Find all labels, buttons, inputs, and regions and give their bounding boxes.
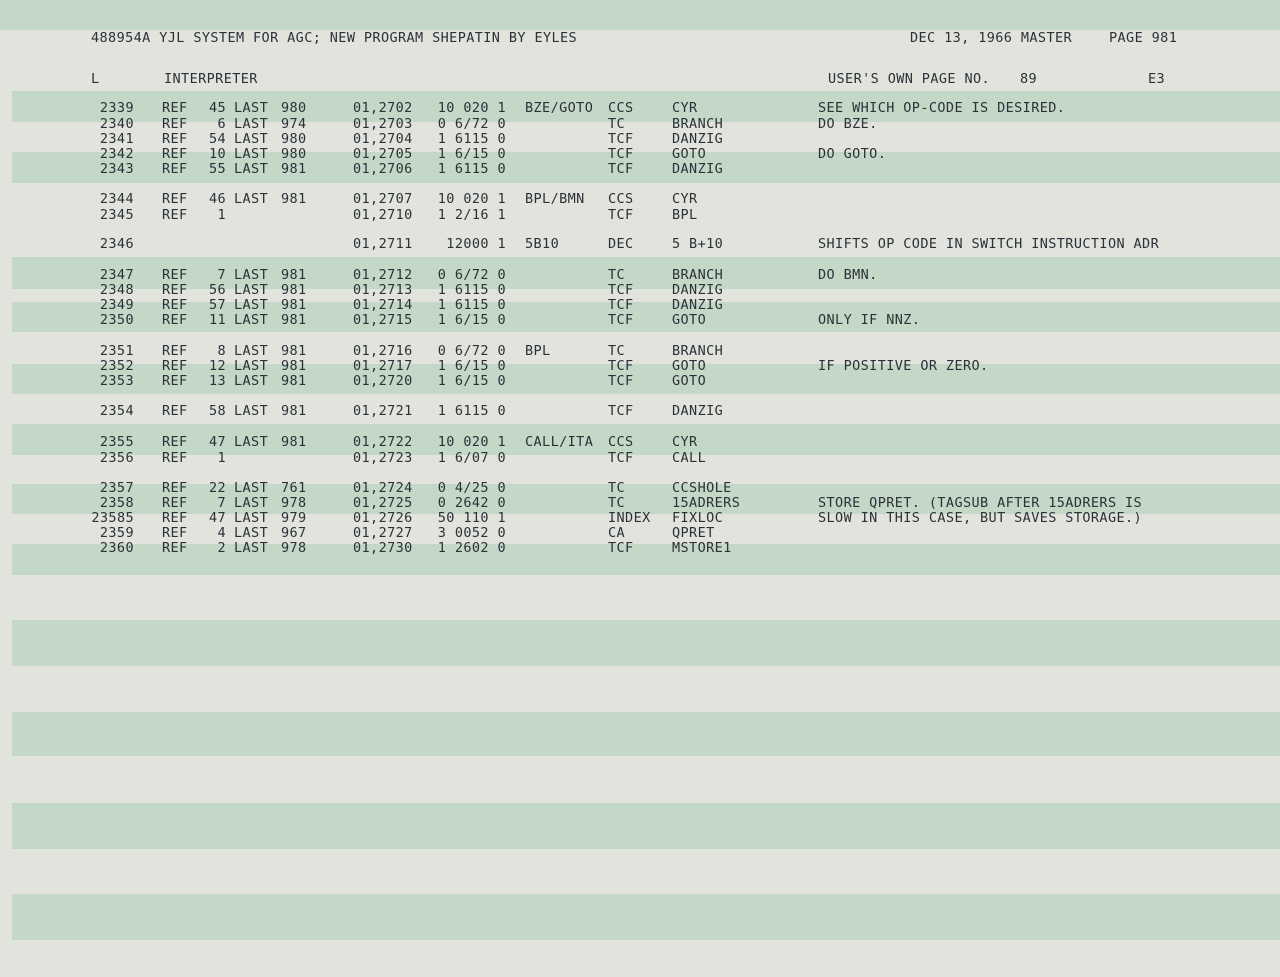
operand: FIXLOC	[672, 510, 724, 526]
line-number: 2356	[99, 450, 134, 466]
address: 01,2703	[353, 116, 413, 132]
octal-code: 3 0052 0	[437, 525, 506, 541]
opcode: TC	[608, 267, 626, 283]
last-keyword: LAST	[234, 116, 269, 132]
opcode: CCS	[608, 100, 634, 116]
ref-keyword: REF	[162, 297, 188, 313]
job-title: 488954A YJL SYSTEM FOR AGC; NEW PROGRAM SHEPATIN BY EYLES	[91, 30, 578, 46]
ref-count: 57	[208, 297, 226, 313]
address: 01,2706	[353, 161, 413, 177]
ref-keyword: REF	[162, 343, 188, 359]
ref-count: 1	[217, 450, 226, 466]
ref-count: 58	[208, 403, 226, 419]
last-page: 981	[281, 373, 307, 389]
octal-code: 1 6/15 0	[437, 373, 506, 389]
green-bar	[12, 424, 1280, 455]
opcode: TCF	[608, 131, 634, 147]
opcode: CA	[608, 525, 626, 541]
ref-count: 4	[217, 525, 226, 541]
address: 01,2702	[353, 100, 413, 116]
address: 01,2713	[353, 282, 413, 298]
green-bar	[0, 0, 1280, 30]
operand: GOTO	[672, 312, 707, 328]
ref-keyword: REF	[162, 495, 188, 511]
last-page: 981	[281, 161, 307, 177]
opcode: TC	[608, 116, 626, 132]
line-number: 2350	[99, 312, 134, 328]
line-number: 2346	[99, 236, 134, 252]
operand: GOTO	[672, 373, 707, 389]
last-keyword: LAST	[234, 343, 269, 359]
opcode: TCF	[608, 450, 634, 466]
ref-keyword: REF	[162, 131, 188, 147]
line-number: 2351	[99, 343, 134, 359]
green-bar	[12, 91, 1280, 122]
ref-count: 56	[208, 282, 226, 298]
revision-code: E3	[1148, 71, 1166, 87]
address: 01,2710	[353, 207, 413, 223]
operand: CCSHOLE	[672, 480, 732, 496]
operand: QPRET	[672, 525, 715, 541]
octal-code: 0 4/25 0	[437, 480, 506, 496]
comment: SLOW IN THIS CASE, BUT SAVES STORAGE.)	[818, 510, 1143, 526]
last-page: 978	[281, 540, 307, 556]
line-number: 2348	[99, 282, 134, 298]
octal-code: 1 6115 0	[437, 403, 506, 419]
ref-count: 22	[208, 480, 226, 496]
line-number: 2354	[99, 403, 134, 419]
octal-code: 0 6/72 0	[437, 343, 506, 359]
last-keyword: LAST	[234, 373, 269, 389]
label: BPL/BMN	[525, 191, 585, 207]
opcode: TC	[608, 343, 626, 359]
ref-count: 47	[208, 434, 226, 450]
last-page: 981	[281, 297, 307, 313]
last-page: 981	[281, 358, 307, 374]
octal-code: 50 110 1	[437, 510, 506, 526]
last-page: 981	[281, 434, 307, 450]
address: 01,2726	[353, 510, 413, 526]
ref-count: 55	[208, 161, 226, 177]
address: 01,2720	[353, 373, 413, 389]
green-bar	[12, 712, 1280, 756]
comment: SEE WHICH OP-CODE IS DESIRED.	[818, 100, 1066, 116]
line-number: 2352	[99, 358, 134, 374]
octal-code: 1 6115 0	[437, 161, 506, 177]
comment: DO GOTO.	[818, 146, 887, 162]
ref-count: 46	[208, 191, 226, 207]
ref-keyword: REF	[162, 161, 188, 177]
ref-count: 7	[217, 495, 226, 511]
last-keyword: LAST	[234, 495, 269, 511]
address: 01,2717	[353, 358, 413, 374]
octal-code: 0 6/72 0	[437, 116, 506, 132]
comment: DO BZE.	[818, 116, 878, 132]
line-number: 2340	[99, 116, 134, 132]
line-number: 2341	[99, 131, 134, 147]
address: 01,2707	[353, 191, 413, 207]
last-keyword: LAST	[234, 282, 269, 298]
last-page: 979	[281, 510, 307, 526]
operand: BRANCH	[672, 343, 724, 359]
address: 01,2730	[353, 540, 413, 556]
last-page: 980	[281, 131, 307, 147]
last-page: 981	[281, 267, 307, 283]
comment: SHIFTS OP CODE IN SWITCH INSTRUCTION ADR	[818, 236, 1160, 252]
last-page: 981	[281, 312, 307, 328]
ref-count: 12	[208, 358, 226, 374]
opcode: INDEX	[608, 510, 651, 526]
green-bar	[12, 620, 1280, 666]
octal-code: 10 020 1	[437, 100, 506, 116]
page-number: PAGE 981	[1109, 30, 1178, 46]
green-bar	[12, 302, 1280, 332]
opcode: CCS	[608, 191, 634, 207]
ref-keyword: REF	[162, 116, 188, 132]
comment: IF POSITIVE OR ZERO.	[818, 358, 989, 374]
last-page: 980	[281, 146, 307, 162]
ref-keyword: REF	[162, 450, 188, 466]
green-bar	[12, 152, 1280, 183]
line-number: 2358	[99, 495, 134, 511]
ref-count: 13	[208, 373, 226, 389]
last-page: 980	[281, 100, 307, 116]
operand: GOTO	[672, 358, 707, 374]
last-page: 761	[281, 480, 307, 496]
operand: MSTORE1	[672, 540, 732, 556]
operand: DANZIG	[672, 131, 724, 147]
address: 01,2704	[353, 131, 413, 147]
address: 01,2715	[353, 312, 413, 328]
octal-code: 1 6/07 0	[437, 450, 506, 466]
last-keyword: LAST	[234, 403, 269, 419]
address: 01,2725	[353, 495, 413, 511]
last-page: 967	[281, 525, 307, 541]
line-number: 2360	[99, 540, 134, 556]
green-bar	[12, 364, 1280, 394]
octal-code: 1 6115 0	[437, 282, 506, 298]
green-bar	[12, 257, 1280, 289]
operand: DANZIG	[672, 297, 724, 313]
opcode: TC	[608, 495, 626, 511]
ref-count: 47	[208, 510, 226, 526]
octal-code: 10 020 1	[437, 434, 506, 450]
octal-code: 12000 1	[446, 236, 506, 252]
ref-keyword: REF	[162, 191, 188, 207]
address: 01,2722	[353, 434, 413, 450]
line-number: 2345	[99, 207, 134, 223]
operand: BPL	[672, 207, 698, 223]
ref-keyword: REF	[162, 540, 188, 556]
last-keyword: LAST	[234, 510, 269, 526]
operand: DANZIG	[672, 282, 724, 298]
operand: DANZIG	[672, 161, 724, 177]
label: 5B10	[525, 236, 560, 252]
ref-keyword: REF	[162, 312, 188, 328]
last-keyword: LAST	[234, 191, 269, 207]
line-number: 2355	[99, 434, 134, 450]
opcode: TCF	[608, 146, 634, 162]
octal-code: 1 6/15 0	[437, 312, 506, 328]
line-number: 2343	[99, 161, 134, 177]
ref-keyword: REF	[162, 525, 188, 541]
label: CALL/ITA	[525, 434, 594, 450]
operand: GOTO	[672, 146, 707, 162]
comment: ONLY IF NNZ.	[818, 312, 921, 328]
user-page-number: 89	[1020, 71, 1038, 87]
line-number: 2339	[99, 100, 134, 116]
last-keyword: LAST	[234, 480, 269, 496]
address: 01,2724	[353, 480, 413, 496]
section-name: INTERPRETER	[164, 71, 258, 87]
last-keyword: LAST	[234, 525, 269, 541]
address: 01,2721	[353, 403, 413, 419]
last-page: 981	[281, 403, 307, 419]
line-number: 2359	[99, 525, 134, 541]
ref-count: 54	[208, 131, 226, 147]
ref-count: 45	[208, 100, 226, 116]
line-number: 2342	[99, 146, 134, 162]
ref-count: 1	[217, 207, 226, 223]
opcode: TCF	[608, 282, 634, 298]
octal-code: 1 6115 0	[437, 131, 506, 147]
last-keyword: LAST	[234, 358, 269, 374]
operand: BRANCH	[672, 116, 724, 132]
ref-count: 8	[217, 343, 226, 359]
operand: CYR	[672, 191, 698, 207]
octal-code: 1 2602 0	[437, 540, 506, 556]
ref-keyword: REF	[162, 373, 188, 389]
opcode: CCS	[608, 434, 634, 450]
listing-flag: L	[91, 71, 100, 87]
ref-keyword: REF	[162, 282, 188, 298]
opcode: TCF	[608, 358, 634, 374]
operand: 5 B+10	[672, 236, 724, 252]
last-keyword: LAST	[234, 161, 269, 177]
last-keyword: LAST	[234, 267, 269, 283]
line-number: 2347	[99, 267, 134, 283]
operand: CALL	[672, 450, 707, 466]
label: BPL	[525, 343, 551, 359]
opcode: DEC	[608, 236, 634, 252]
line-number: 23585	[91, 510, 134, 526]
comment: STORE QPRET. (TAGSUB AFTER 15ADRERS IS	[818, 495, 1143, 511]
label: BZE/GOTO	[525, 100, 594, 116]
address: 01,2714	[353, 297, 413, 313]
operand: CYR	[672, 100, 698, 116]
address: 01,2712	[353, 267, 413, 283]
octal-code: 1 6/15 0	[437, 358, 506, 374]
last-keyword: LAST	[234, 131, 269, 147]
operand: 15ADRERS	[672, 495, 741, 511]
line-number: 2357	[99, 480, 134, 496]
last-keyword: LAST	[234, 297, 269, 313]
opcode: TC	[608, 480, 626, 496]
ref-keyword: REF	[162, 358, 188, 374]
last-page: 981	[281, 343, 307, 359]
octal-code: 1 6/15 0	[437, 146, 506, 162]
last-keyword: LAST	[234, 100, 269, 116]
opcode: TCF	[608, 312, 634, 328]
last-page: 974	[281, 116, 307, 132]
date-master: DEC 13, 1966 MASTER	[910, 30, 1073, 46]
green-bar	[12, 803, 1280, 849]
address: 01,2705	[353, 146, 413, 162]
ref-keyword: REF	[162, 480, 188, 496]
last-page: 978	[281, 495, 307, 511]
address: 01,2711	[353, 236, 413, 252]
ref-keyword: REF	[162, 100, 188, 116]
operand: DANZIG	[672, 403, 724, 419]
octal-code: 0 6/72 0	[437, 267, 506, 283]
opcode: TCF	[608, 540, 634, 556]
user-page-label: USER'S OWN PAGE NO.	[828, 71, 991, 87]
ref-count: 2	[217, 540, 226, 556]
ref-keyword: REF	[162, 510, 188, 526]
ref-keyword: REF	[162, 403, 188, 419]
octal-code: 10 020 1	[437, 191, 506, 207]
line-number: 2353	[99, 373, 134, 389]
ref-count: 10	[208, 146, 226, 162]
line-number: 2349	[99, 297, 134, 313]
comment: DO BMN.	[818, 267, 878, 283]
ref-keyword: REF	[162, 146, 188, 162]
octal-code: 1 2/16 1	[437, 207, 506, 223]
line-number: 2344	[99, 191, 134, 207]
opcode: TCF	[608, 373, 634, 389]
last-keyword: LAST	[234, 434, 269, 450]
opcode: TCF	[608, 207, 634, 223]
green-bar	[12, 544, 1280, 575]
operand: BRANCH	[672, 267, 724, 283]
octal-code: 0 2642 0	[437, 495, 506, 511]
green-bar	[12, 894, 1280, 940]
opcode: TCF	[608, 161, 634, 177]
ref-count: 7	[217, 267, 226, 283]
address: 01,2723	[353, 450, 413, 466]
octal-code: 1 6115 0	[437, 297, 506, 313]
operand: CYR	[672, 434, 698, 450]
ref-keyword: REF	[162, 207, 188, 223]
ref-count: 6	[217, 116, 226, 132]
ref-count: 11	[208, 312, 226, 328]
address: 01,2727	[353, 525, 413, 541]
address: 01,2716	[353, 343, 413, 359]
last-keyword: LAST	[234, 540, 269, 556]
last-page: 981	[281, 282, 307, 298]
last-keyword: LAST	[234, 146, 269, 162]
ref-keyword: REF	[162, 267, 188, 283]
ref-keyword: REF	[162, 434, 188, 450]
last-keyword: LAST	[234, 312, 269, 328]
last-page: 981	[281, 191, 307, 207]
opcode: TCF	[608, 297, 634, 313]
opcode: TCF	[608, 403, 634, 419]
